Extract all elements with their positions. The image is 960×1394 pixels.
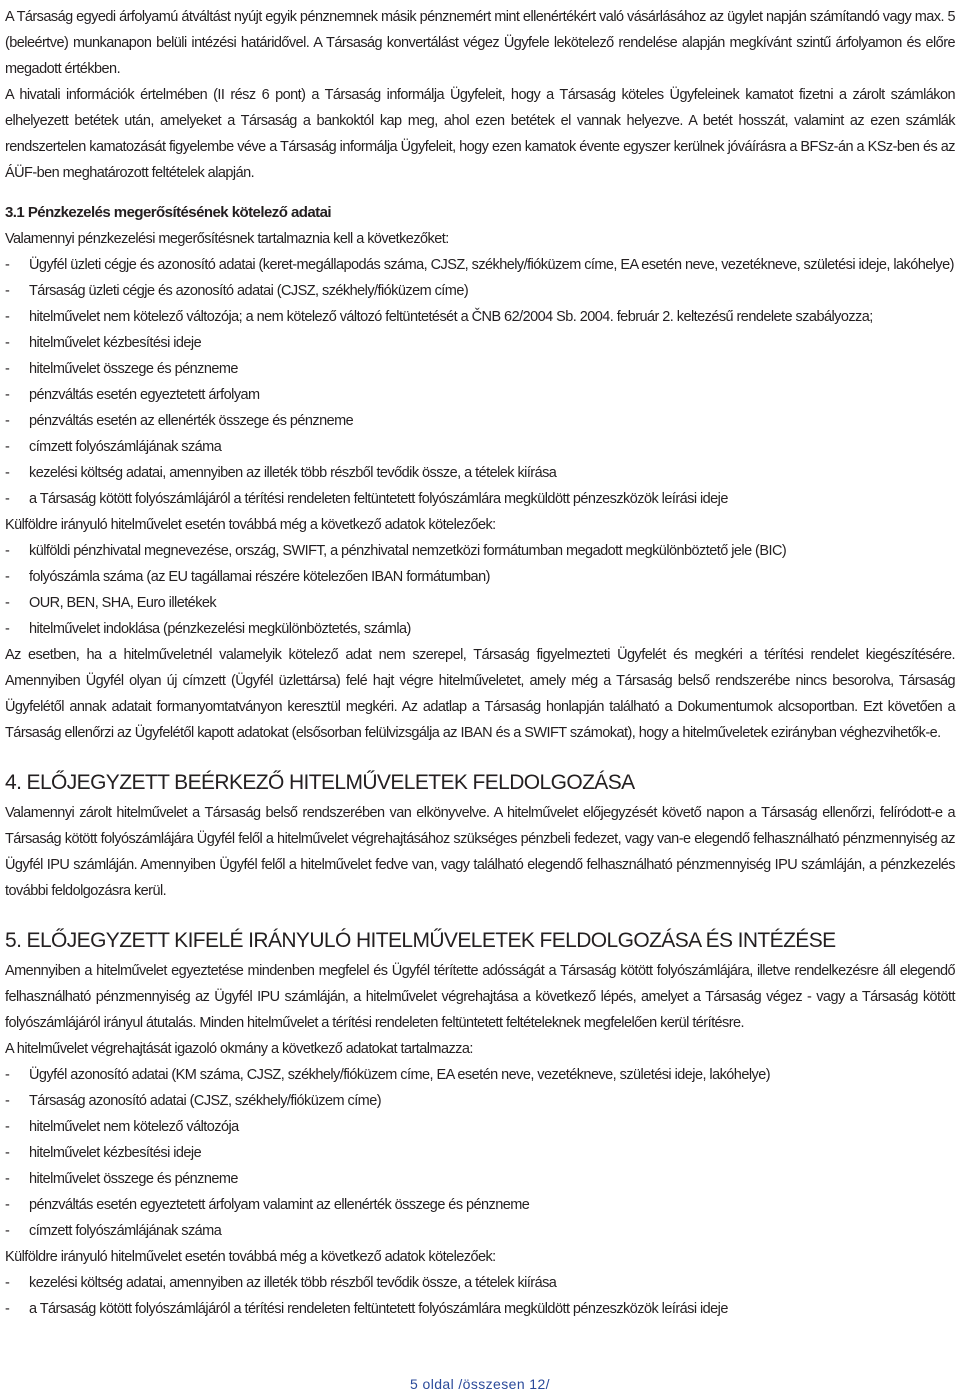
section-5-foreign-list: [5, 1270, 955, 1322]
list-item: - hitelművelet kézbesítési ideje: [5, 1140, 955, 1166]
list-item: - kezelési költség adatai, amennyiben az illeték több részből tevődik össze, a tételek kiírása: [5, 460, 955, 486]
list-item: - hitelművelet nem kötelező változója; a nem kötelező változó feltüntetését a ČNB 62/2004 Sb. 2004. február 2. keltezésű rendelete szabályozza;: [5, 304, 955, 330]
section-5-foreign-lead: Külföldre irányuló hitelművelet esetén továbbá még a következő adatok kötelezőek:: [5, 1249, 496, 1265]
page-number: 5 oldal /összesen 12/: [410, 1376, 550, 1392]
section-3-1-foreign-list: [5, 538, 955, 642]
intro-paragraph-2: A hivatali információk értelmében (II rész 6 pont) a Társaság informálja Ügyfeleit, hogy a Társaság köteles Ügyfeleinek kamatot fizetni a zárolt számlákon elhelyezett betétek után, amelyeket a Társaság a bankoktól kap meg, ahol ezen betétek el vannak helyezve. A betét hosszát, valamint az ezen számlák rendszertelen kamatozását figyelembe véve a Társaság informálja Ügyfeleit, hogy ezen kamatok évente egyszer kerülnek jóváírásra a BFSz-án a KSz-ben és az ÁÜF-ben meghatározott feltételek alapján.: [5, 87, 955, 181]
list-item: - a Társaság kötött folyószámlájáról a térítési rendeleten feltüntetett folyószámlára megküldött pénzeszközök leírási ideje: [5, 486, 955, 512]
intro-paragraph-1: A Társaság egyedi árfolyamú átváltást nyújt egyik pénznemnek másik pénznemért mint ellenértékért való vásárlásához az ügylet napján számítandó vagy max. 5 (beleértve) munkanapon belüli intézési határidővel. A Társaság konvertálást végez Ügyfele lekötelező rendelése alapján megkívánt szintű árfolyamon és előre megadott értékben.: [5, 9, 955, 77]
section-5-lead: A hitelművelet végrehajtását igazoló okmány a következő adatokat tartalmazza:: [5, 1041, 473, 1057]
list-item: - hitelművelet kézbesítési ideje: [5, 330, 955, 356]
list-item: - a Társaság kötött folyószámlájáról a térítési rendeleten feltüntetett folyószámlára megküldött pénzeszközök leírási ideje: [5, 1296, 955, 1322]
list-item: - Társaság üzleti cégje és azonosító adatai (CJSZ, székhely/fióküzem címe): [5, 278, 955, 304]
list-item: - Ügyfél azonosító adatai (KM száma, CJSZ, székhely/fióküzem címe, EA esetén neve, vezetékneve, születési ideje, lakóhelye): [5, 1062, 955, 1088]
list-item: - hitelművelet indoklása (pénzkezelési megkülönböztetés, számla): [5, 616, 955, 642]
list-item: - címzett folyószámlájának száma: [5, 1218, 955, 1244]
section-3-1-title: 3.1 Pénzkezelés megerősítésének kötelező adatai: [5, 204, 331, 221]
section-4-title: 4. ELŐJEGYZETT BEÉRKEZŐ HITELMŰVELETEK FELDOLGOZÁSA: [5, 771, 635, 794]
list-item: - kezelési költség adatai, amennyiben az illeték több részből tevődik össze, a tételek kiírása: [5, 1270, 955, 1296]
list-item: - folyószámla száma (az EU tagállamai részére kötelezően IBAN formátumban): [5, 564, 955, 590]
list-item: - címzett folyószámlájának száma: [5, 434, 955, 460]
section-3-1-foreign-lead: Külföldre irányuló hitelművelet esetén továbbá még a következő adatok kötelezőek:: [5, 517, 496, 533]
section-3-1-list: [5, 252, 955, 512]
section-3-1-closing: Az esetben, ha a hitelműveletnél valamelyik kötelező adat nem szerepel, Társaság figyelmezteti Ügyfelét és megkéri a térítési rendelet kiegészítésére. Amennyiben Ügyfél olyan új címzett (Ügyfél üzlettársa) felé hajt végre hitelműveletet, amely még a Társaság belső rendszerébe nincs besorolva, Társaság Ügyfelétől annak adatait formanyomtatványon keresztül megkéri. Az adatlap a Társaság honlapján található a Dokumentumok alcsoportban. Ezt követően a Társaság ellenőrzi az Ügyfelétől kapott adatokat (elsősorban felülvizsgálja az IBAN és a SWIFT számokat), hogy a hitelműveletek ezirányban véghezvihetők-e.: [5, 647, 955, 741]
list-item: - hitelművelet nem kötelező változója: [5, 1114, 955, 1140]
section-5-body: Amennyiben a hitelművelet egyeztetése mindenben megfelel és Ügyfél térítette adósságát a Társaság kötött folyószámlájára, illetve rendelkezésre áll elegendő felhasználható pénzmennyiség az Ügyfél IPU számláján, a hitelművelet végrehajtása a következő lépés, amelyet a Társaság végez - vagy a Társaság kötött folyószámlájáról irányul átutalás. Minden hitelművelet a térítési rendeleten feltüntetett feltételeknek megfelelően kerül térítésre.: [5, 963, 955, 1031]
list-item: - pénzváltás esetén egyeztetett árfolyam: [5, 382, 955, 408]
list-item: - hitelművelet összege és pénzneme: [5, 1166, 955, 1192]
section-5-list: [5, 1062, 955, 1244]
list-item: - pénzváltás esetén egyeztetett árfolyam valamint az ellenérték összege és pénzneme: [5, 1192, 955, 1218]
list-item: - hitelművelet összege és pénzneme: [5, 356, 955, 382]
list-item: - pénzváltás esetén az ellenérték összege és pénzneme: [5, 408, 955, 434]
list-item: - OUR, BEN, SHA, Euro illetékek: [5, 590, 955, 616]
list-item: - Társaság azonosító adatai (CJSZ, székhely/fióküzem címe): [5, 1088, 955, 1114]
section-3-1-lead: Valamennyi pénzkezelési megerősítésnek tartalmaznia kell a következőket:: [5, 231, 449, 247]
section-5-title: 5. ELŐJEGYZETT KIFELÉ IRÁNYULÓ HITELMŰVELETEK FELDOLGOZÁSA ÉS INTÉZÉSE: [5, 929, 836, 952]
list-item: - Ügyfél üzleti cégje és azonosító adatai (keret-megállapodás száma, CJSZ, székhely/fióküzem címe, EA esetén neve, vezetékneve, születési ideje, lakóhelye): [5, 252, 955, 278]
section-4-body: Valamennyi zárolt hitelművelet a Társaság belső rendszerében van elkönyvelve. A hitelművelet előjegyzését követő napon a Társaság ellenőrzi, felíródott-e a Társaság kötött folyószámlájára Ügyfél felől a hitelművelet végrehajtásához szükséges pénzbeli fedezet, vagy van-e elegendő felhasználható pénzmennyiség az Ügyfél IPU számláján. Amennyiben Ügyfél felől a hitelművelet fedve van, vagy található elegendő felhasználható pénzmennyiség IPU számláján, a pénzkezelés további feldolgozásra kerül.: [5, 805, 955, 899]
list-item: - külföldi pénzhivatal megnevezése, ország, SWIFT, a pénzhivatal nemzetközi formátumban megadott megkülönböztető jele (BIC): [5, 538, 955, 564]
